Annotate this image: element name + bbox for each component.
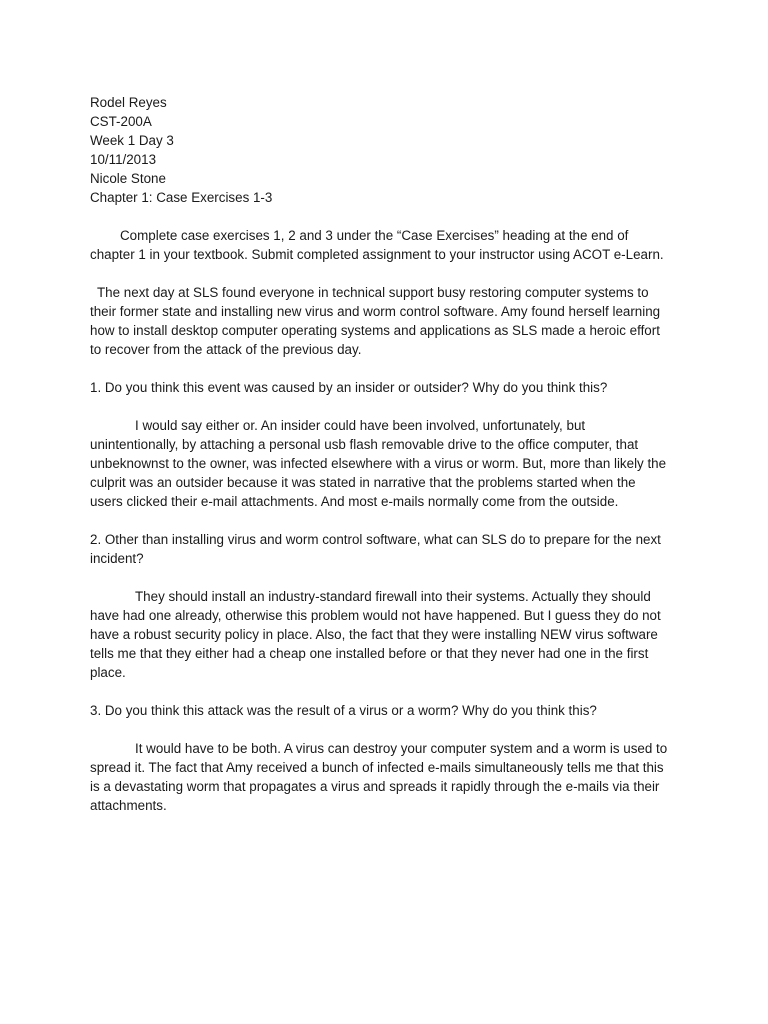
course-code: CST-200A [90,114,152,129]
question-2: 2. Other than installing virus and worm control software, what can SLS do to prepare for the next incident? [90,532,661,566]
question-3: 3. Do you think this attack was the result of a virus or a worm? Why do you think this? [90,703,597,718]
answer-2: They should install an industry-standard firewall into their systems. Actually they should have had one already, otherwise this problem would not have happened. But I guess they do not have a robust security policy in place. Also, the fact that they were installing NEW virus software tells me that they either had a cheap one installed before or that they never had one in the first place. [90,589,661,680]
header-block [90,93,668,188]
scenario-paragraph: The next day at SLS found everyone in technical support busy restoring computer systems to their former state and installing new virus and worm control software. Amy found herself learning how to install desktop computer operating systems and applications as SLS made a heroic effort to recover from the attack of the previous day. [90,285,661,357]
answer-3: It would have to be both. A virus can destroy your computer system and a worm is used to spread it. The fact that Amy received a bunch of infected e-mails simultaneously tells me that this is a devastating worm that propagates a virus and spreads it rapidly through the e-mails via their attachments. [90,741,668,813]
answer-1: I would say either or. An insider could have been involved, unfortunately, but unintentionally, by attaching a personal usb flash removable drive to the office computer, that unbeknownst to the owner, was infected elsewhere with a virus or worm. But, more than likely the culprit was an outsider because it was stated in narrative that the problems started when the users clicked their e-mail attachments. And most e-mails normally come from the outside. [90,418,667,509]
question-1: 1. Do you think this event was caused by an insider or outsider? Why do you think this? [90,380,608,395]
instructions-paragraph: Complete case exercises 1, 2 and 3 under the “Case Exercises” heading at the end of chapter 1 in your textbook. Submit completed assignment to your instructor using ACOT e-Learn. [90,228,664,262]
author-name: Rodel Reyes [90,95,167,110]
document-body [90,93,668,815]
instructor-name: Nicole Stone [90,171,166,186]
assignment-title: Chapter 1: Case Exercises 1-3 [90,190,273,205]
week-day: Week 1 Day 3 [90,133,174,148]
date: 10/11/2013 [90,152,157,167]
